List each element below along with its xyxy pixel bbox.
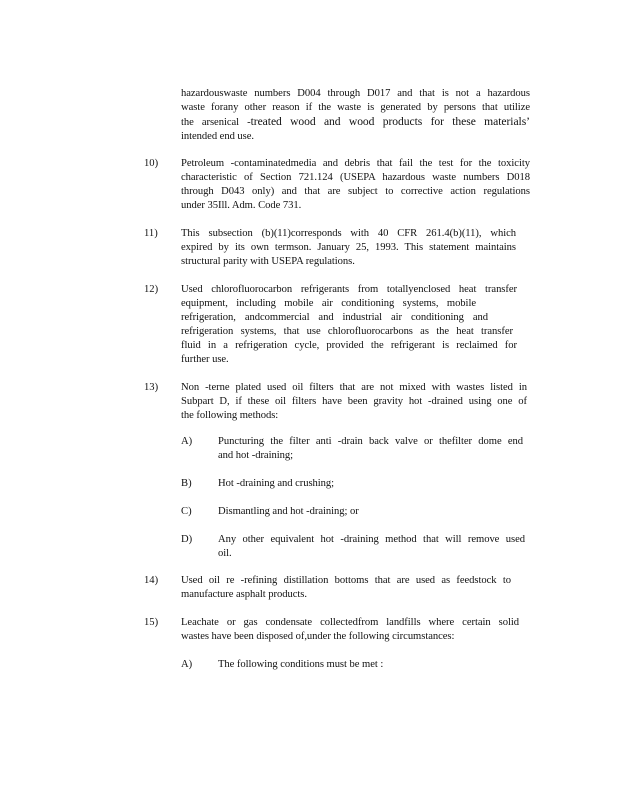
item-10-paragraph [181, 157, 530, 213]
text-line: Leachate or gas condensate collectedfrom landfills where certain solid [181, 617, 519, 628]
item-number: 10) [144, 158, 159, 169]
item-15a-paragraph [218, 658, 523, 672]
text-segment-large: treated wood and wood products for these materials’ [250, 115, 530, 128]
item-number: 12) [144, 284, 159, 295]
item-12-paragraph [181, 283, 517, 367]
text-line: waste forany other reason if the waste is generated by persons that utilize [181, 102, 530, 113]
text-line: structural parity with USEPA regulations. [181, 256, 355, 267]
text-line: and hot -draining; [218, 450, 294, 461]
text-line: Subpart D, if these oil filters have been gravity hot -drained using one of [181, 396, 527, 407]
text-line: expired by its own termson. January 25, 1993. This statement maintains [181, 242, 516, 253]
text-line: equipment, including mobile air conditioning systems, mobile [181, 298, 476, 309]
text-line: Used chlorofluorocarbon refrigerants from totallyenclosed heat transfer [181, 284, 517, 295]
text-line: Used oil re -refining distillation bottoms that are used as feedstock to [181, 575, 511, 586]
item-13-paragraph [181, 381, 527, 423]
text-line: the following methods: [181, 410, 279, 421]
subitem-letter: B) [181, 478, 192, 489]
item-13a-paragraph [218, 435, 523, 463]
text-line: refrigeration systems, that use chlorofluorocarbons as the heat transfer [181, 326, 513, 337]
text-line [181, 115, 530, 130]
item-13b-paragraph [218, 477, 523, 491]
item-15-paragraph [181, 616, 519, 644]
text-segment: the arsenical - [181, 117, 251, 128]
text-line: Non -terne plated used oil filters that are not mixed with wastes listed in [181, 382, 527, 393]
text-line: refrigeration, andcommercial and industrial air conditioning and [181, 312, 488, 323]
item-number: 15) [144, 617, 159, 628]
text-line: Any other equivalent hot -draining method that will remove used [218, 534, 525, 545]
text-line: manufacture asphalt products. [181, 589, 307, 600]
text-line: Hot -draining and crushing; [218, 478, 335, 489]
subitem-letter: A) [181, 436, 193, 447]
item-number: 14) [144, 575, 159, 586]
subitem-letter: A) [181, 659, 193, 670]
item-13c-paragraph [218, 505, 523, 519]
item-14-paragraph [181, 574, 511, 602]
text-line: characteristic of Section 721.124 (USEPA hazardous waste numbers D018 [181, 172, 530, 183]
item-number: 13) [144, 382, 159, 393]
continuation-paragraph [181, 87, 530, 144]
text-line: further use. [181, 354, 229, 365]
text-line: intended end use. [181, 131, 254, 142]
text-line: The following conditions must be met : [218, 659, 384, 670]
text-line: fluid in a refrigeration cycle, provided the refrigerant is reclaimed for [181, 340, 517, 351]
text-line: hazardouswaste numbers D004 through D017 and that is not a hazardous [181, 88, 530, 99]
item-number: 11) [144, 228, 158, 239]
text-line: Dismantling and hot -draining; or [218, 506, 359, 517]
item-13d-paragraph [218, 533, 525, 561]
text-line: through D043 only) and that are subject to corrective action regulations [181, 186, 530, 197]
text-line: oil. [218, 548, 232, 559]
text-line: wastes have been disposed of,under the following circumstances: [181, 631, 455, 642]
item-11-paragraph [181, 227, 516, 269]
text-line: This subsection (b)(11)corresponds with 40 CFR 261.4(b)(11), which [181, 228, 516, 239]
text-line: Petroleum -contaminatedmedia and debris that fail the test for the toxicity [181, 158, 530, 169]
subitem-letter: D) [181, 534, 193, 545]
text-line: Puncturing the filter anti -drain back valve or thefilter dome end [218, 436, 523, 447]
text-line: under 35Ill. Adm. Code 731. [181, 200, 302, 211]
subitem-letter: C) [181, 506, 192, 517]
